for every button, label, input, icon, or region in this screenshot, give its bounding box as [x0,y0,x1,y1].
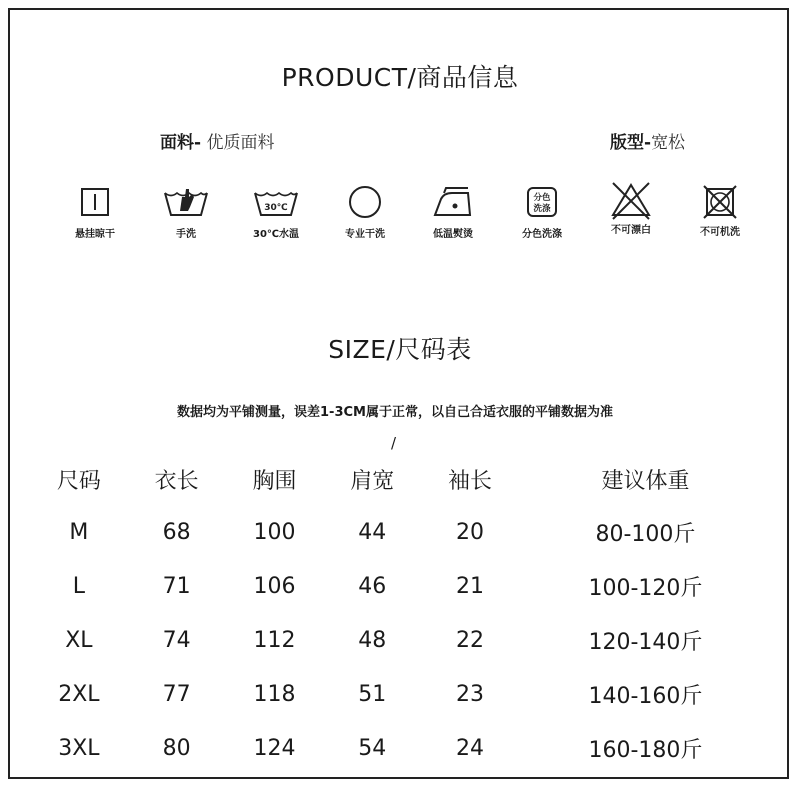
table-cell: 54 [358,735,387,761]
table-cell: 100-120斤 [588,575,703,601]
table-cell: 100 [253,519,296,545]
no-tumble-dry-icon [701,183,739,221]
no-bleach-icon [609,181,653,221]
iron-low-icon [430,185,476,219]
table-cell: 112 [253,627,296,653]
care-item-hand-wash [141,185,231,240]
care-label: 30℃水温 [252,229,300,240]
wash-separately-icon [525,185,559,219]
table-cell: 46 [358,573,387,599]
care-label: 不可机洗 [700,227,740,238]
wash-temp-text: 30℃ [264,203,288,213]
slash-mark: / [391,434,397,452]
fit-sep: - [644,133,652,153]
hang-dry-icon [78,185,112,219]
care-label: 专业干洗 [345,229,385,240]
size-title: SIZE/尺码表 [328,335,472,364]
header-weight: 建议体重 [601,468,690,494]
table-cell: 24 [456,735,485,761]
table-cell: 124 [253,735,296,761]
care-item-no-machine-wash [675,185,765,238]
table-row [30,505,772,559]
fabric-info [160,128,274,153]
fabric-value: 优质面料 [201,133,275,153]
table-header-row [30,453,772,505]
table-cell: 3XL [58,735,100,761]
table-cell: 21 [456,573,485,599]
table-row [30,613,772,667]
table-cell: 23 [456,681,485,707]
table-cell: 80-100斤 [595,521,696,547]
table-cell: L [72,573,86,599]
product-title: PRODUCT/商品信息 [281,63,519,92]
measurement-note: 数据均为平铺测量，误差1-3CM属于正常，以自己合适衣服的平铺数据为准 [177,405,613,420]
table-cell: M [69,519,89,545]
fit-label: 版型 [610,133,644,153]
table-cell: 2XL [58,681,100,707]
fit-info [610,128,685,153]
table-cell: 160-180斤 [588,737,703,763]
care-item-no-bleach [586,185,676,236]
table-cell: 51 [358,681,387,707]
care-item-wash-separately [497,185,587,240]
table-cell: 74 [162,627,191,653]
header-chest: 胸围 [252,468,297,494]
fabric-label: 面料 [160,133,194,153]
table-cell: 44 [358,519,387,545]
wash-separately-text-2: 洗涤 [533,204,551,214]
fabric-sep: - [194,133,202,153]
header-shoulder: 肩宽 [350,468,395,494]
table-cell: 140-160斤 [588,683,703,709]
fit-value: 宽松 [651,133,686,153]
table-cell: 120-140斤 [588,629,703,655]
table-cell: 48 [358,627,387,653]
table-row [30,721,772,775]
care-item-dry-clean [320,185,410,240]
hand-wash-icon [162,185,210,219]
care-label: 低温熨烫 [433,229,473,240]
care-item-wash-30 [231,185,321,240]
table-cell: 68 [162,519,191,545]
header-size: 尺码 [56,468,101,494]
care-instructions [0,185,800,255]
table-row [30,559,772,613]
care-item-iron-low [408,185,498,240]
care-label: 不可漂白 [611,225,651,236]
table-cell: 22 [456,627,485,653]
care-label: 分色洗涤 [522,229,562,240]
table-cell: 71 [162,573,191,599]
care-label: 悬挂晾干 [75,229,115,240]
header-length: 衣长 [154,468,199,494]
table-cell: 106 [253,573,296,599]
table-cell: 118 [253,681,296,707]
care-label: 手洗 [176,229,196,240]
table-cell: 80 [162,735,191,761]
table-cell: 77 [162,681,191,707]
header-sleeve: 袖长 [448,468,493,494]
dry-clean-icon [346,185,384,219]
care-item-hang-dry [50,185,140,240]
table-row [30,667,772,721]
wash-30-icon [252,185,300,219]
table-cell: XL [65,627,93,653]
table-cell: 20 [456,519,485,545]
size-table [30,453,772,775]
wash-separately-text-1: 分色 [533,193,551,203]
